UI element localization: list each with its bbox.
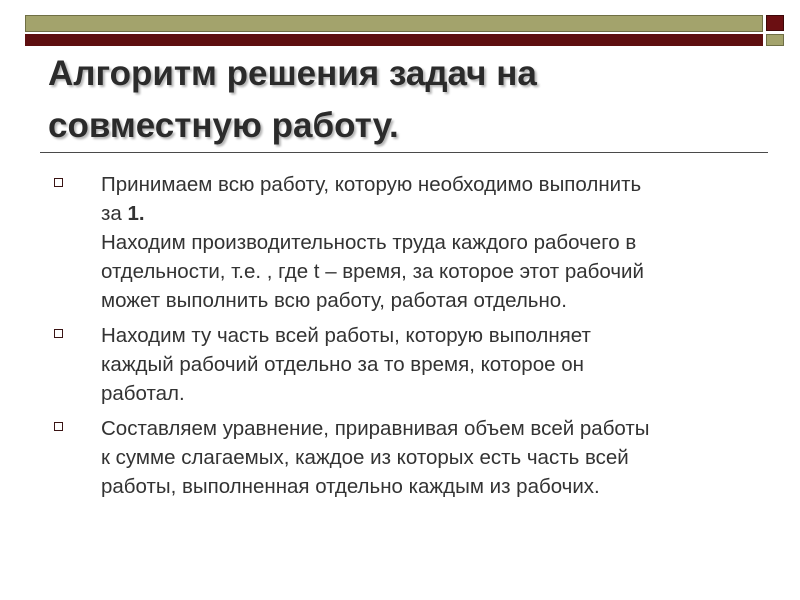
- bullet-1-line-2-bold: 1.: [127, 202, 145, 225]
- title-divider: [40, 152, 768, 153]
- bullet-1-line-4: отдельности, т.е. , где t – время, за которое этот рабочий: [101, 260, 644, 283]
- corner-olive-square: [766, 34, 784, 46]
- slide-title: [48, 48, 738, 152]
- square-bullet-icon: [54, 178, 63, 187]
- square-bullet-icon: [54, 422, 63, 431]
- bullet-list: [54, 170, 754, 507]
- bullet-1-line-2-prefix: за: [101, 202, 128, 225]
- header-olive-bar: [25, 15, 763, 32]
- bullet-item-1: [54, 170, 754, 315]
- corner-maroon-square: [766, 15, 784, 31]
- bullet-item-3: [54, 414, 754, 501]
- bullet-2-line-1: Находим ту часть всей работы, которую выполняет: [101, 324, 591, 347]
- header-maroon-bar: [25, 34, 763, 46]
- bullet-1-line-2: [101, 199, 754, 228]
- bullet-1-line-5: может выполнить всю работу, работая отдельно.: [101, 289, 567, 312]
- bullet-3-line-3: работы, выполненная отдельно каждым из рабочих.: [101, 475, 600, 498]
- bullet-3-line-1: Составляем уравнение, приравнивая объем всей работы: [101, 417, 650, 440]
- slide-title-line1: Алгоритм решения задач на: [48, 54, 537, 93]
- square-bullet-icon: [54, 329, 63, 338]
- bullet-1-line-1: Принимаем всю работу, которую необходимо выполнить: [101, 173, 642, 196]
- bullet-2-line-2: каждый рабочий отдельно за то время, которое он: [101, 353, 584, 376]
- bullet-item-2: [54, 321, 754, 408]
- slide-title-line2: совместную работу.: [48, 106, 399, 145]
- bullet-2-line-3: работал.: [101, 382, 185, 405]
- bullet-3-line-2: к сумме слагаемых, каждое из которых есть часть всей: [101, 446, 629, 469]
- bullet-1-line-3: Находим производительность труда каждого рабочего в: [101, 231, 637, 254]
